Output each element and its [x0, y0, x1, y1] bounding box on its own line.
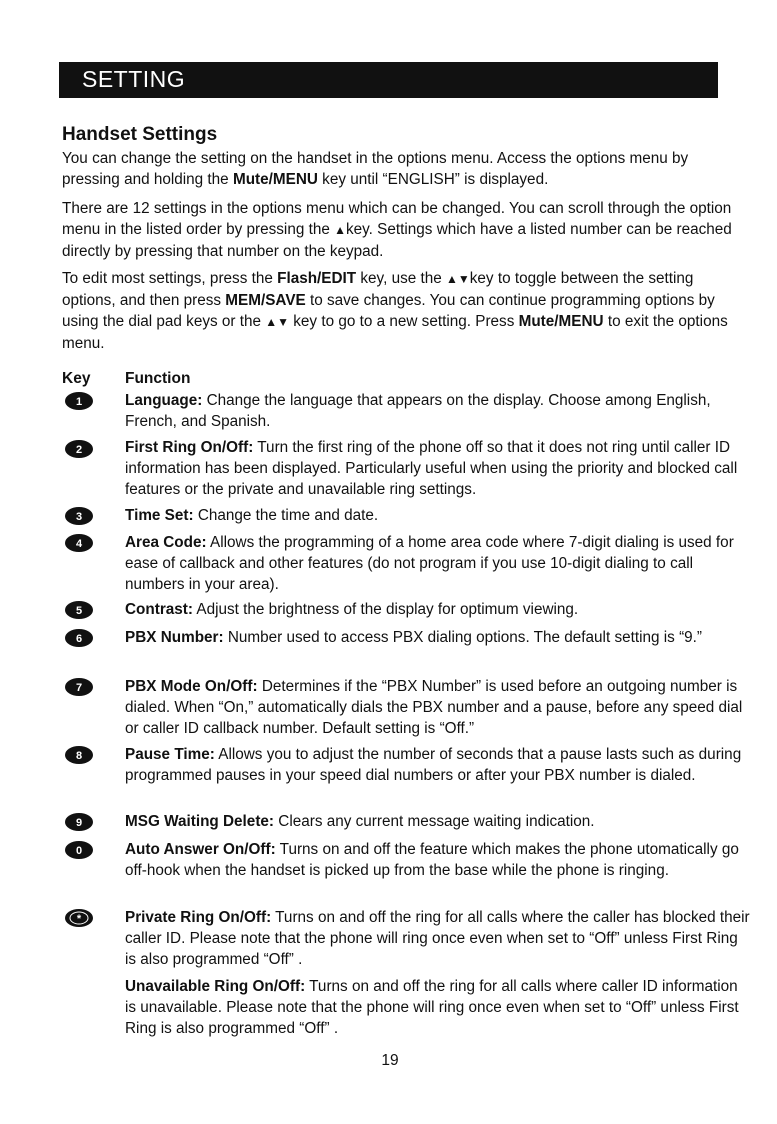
page-number: 19 — [381, 1052, 399, 1069]
section-title-bar — [59, 62, 718, 98]
setting-term: Contrast: — [125, 601, 193, 618]
key-1-icon — [64, 391, 94, 411]
setting-description: Change the language that appears on the display. Choose among English, French, and Spanish. — [125, 392, 711, 430]
key-3-icon — [64, 506, 94, 526]
setting-row-language — [125, 390, 750, 432]
up-down-arrow-icon: ▲▼ — [265, 315, 290, 329]
key-star-icon — [64, 908, 94, 928]
setting-term: Auto Answer On/Off: — [125, 841, 276, 858]
setting-row-contrast — [125, 599, 750, 620]
text-run: to exit the options menu. — [62, 313, 728, 352]
setting-term: PBX Mode On/Off: — [125, 678, 258, 695]
text-run: key until “ENGLISH” is displayed. — [317, 171, 549, 188]
text-run: key to go to a new setting. Press — [289, 313, 519, 330]
setting-description: Turn the first ring of the phone off so that it does not ring until caller ID information has been displayed. Particularly useful when using the priority and blocked call features or the private and unavailable ring settings. — [125, 439, 738, 498]
setting-row-pbx-number — [125, 627, 750, 648]
svg-text:4: 4 — [75, 538, 83, 550]
setting-row-time-set — [125, 505, 750, 526]
key-0-icon — [64, 840, 94, 860]
svg-text:9: 9 — [75, 817, 83, 829]
text-run: to save changes. You can continue programming options by using the dial pad keys or the — [62, 292, 715, 330]
setting-description: Turns on and off the feature which makes the phone utomatically go off-hook when the handset is picked up from the base while the phone is ringing. — [125, 841, 739, 879]
setting-row-pbx-mode — [125, 676, 750, 739]
intro-paragraph-1 — [62, 148, 742, 190]
up-down-arrow-icon: ▲▼ — [446, 272, 470, 286]
key-name: Flash/EDIT — [277, 270, 357, 287]
svg-text:1: 1 — [75, 396, 83, 408]
setting-term: First Ring On/Off: — [125, 439, 254, 456]
setting-term: Area Code: — [125, 534, 207, 551]
svg-text:*: * — [76, 913, 82, 925]
intro-paragraph-3 — [62, 268, 742, 354]
key-2-icon — [64, 439, 94, 459]
key-name: Mute/MENU — [232, 171, 318, 188]
setting-term: Pause Time: — [125, 746, 215, 763]
setting-row-first-ring — [125, 437, 750, 500]
key-7-icon — [64, 677, 94, 697]
setting-description: Determines if the “PBX Number” is used before an outgoing number is dialed. When “On,” automatically dials the PBX number and a pause, before any speed dial or caller ID callback number. Default setting is “Off.” — [125, 678, 743, 737]
svg-text:2: 2 — [75, 444, 83, 456]
key-name: MEM/SAVE — [225, 292, 306, 309]
function-column-header: Function — [125, 370, 191, 387]
setting-row-unavailable-ring — [125, 976, 750, 1039]
setting-term: MSG Waiting Delete: — [125, 813, 275, 830]
svg-text:8: 8 — [75, 750, 83, 762]
up-arrow-icon: ▲ — [334, 223, 346, 237]
intro-paragraph-2 — [62, 198, 742, 262]
page-heading: Handset Settings — [62, 124, 218, 145]
key-column-header: Key — [62, 370, 91, 387]
key-6-icon — [64, 628, 94, 648]
text-run: You can change the setting on the handset in the options menu. Access the options menu by pressing and holding the — [62, 150, 689, 188]
svg-text:6: 6 — [75, 633, 83, 645]
svg-text:0: 0 — [75, 845, 83, 857]
setting-description: Allows the programming of a home area code where 7-digit dialing is used for ease of callback and other features (do not program if you use 10-digit dialing to call numbers in your area). — [125, 534, 734, 593]
svg-text:3: 3 — [75, 511, 83, 523]
setting-description: Adjust the brightness of the display for optimum viewing. — [193, 601, 579, 618]
setting-description: Change the time and date. — [193, 507, 379, 524]
svg-text:7: 7 — [75, 682, 83, 694]
setting-term: PBX Number: — [125, 629, 224, 646]
setting-description: Number used to access PBX dialing options. The default setting is “9.” — [223, 629, 703, 646]
key-5-icon — [64, 600, 94, 620]
setting-term: Time Set: — [125, 507, 194, 524]
setting-term: Private Ring On/Off: — [125, 909, 272, 926]
setting-row-area-code — [125, 532, 750, 595]
section-title: SETTING — [82, 66, 186, 92]
setting-term: Unavailable Ring On/Off: — [125, 978, 306, 995]
svg-text:5: 5 — [75, 605, 83, 617]
setting-description: Turns on and off the ring for all calls where caller ID information is unavailable. Please note that the phone will ring once even when set to “Off” unless First Ring is also programmed “Off” . — [125, 978, 739, 1037]
text-run: key to toggle between the setting options, and then press — [62, 270, 694, 309]
setting-term: Language: — [125, 392, 203, 409]
key-4-icon — [64, 533, 94, 553]
setting-description: Allows you to adjust the number of seconds that a pause lasts such as during programmed pauses in your speed dial numbers or after your PBX number is dialed. — [125, 746, 742, 784]
text-run: key. Settings which have a listed number can be reached directly by pressing that number on the keypad. — [62, 221, 732, 260]
setting-row-private-ring — [125, 907, 750, 970]
key-8-icon — [64, 745, 94, 765]
key-9-icon — [64, 812, 94, 832]
setting-row-auto-answer — [125, 839, 750, 881]
text-run: key, use the — [356, 270, 447, 287]
text-run: To edit most settings, press the — [62, 270, 278, 287]
key-name: Mute/MENU — [518, 313, 604, 330]
setting-row-msg-waiting — [125, 811, 750, 832]
setting-description: Clears any current message waiting indication. — [274, 813, 595, 830]
setting-description: Turns on and off the ring for all calls where the caller has blocked their caller ID. Please note that the phone will ring once even when set to “Off” unless First Ring is also programmed “Off” . — [125, 909, 750, 968]
text-run: There are 12 settings in the options menu which can be changed. You can scroll through the option menu in the listed order by pressing the — [62, 200, 732, 238]
setting-row-pause-time — [125, 744, 750, 786]
